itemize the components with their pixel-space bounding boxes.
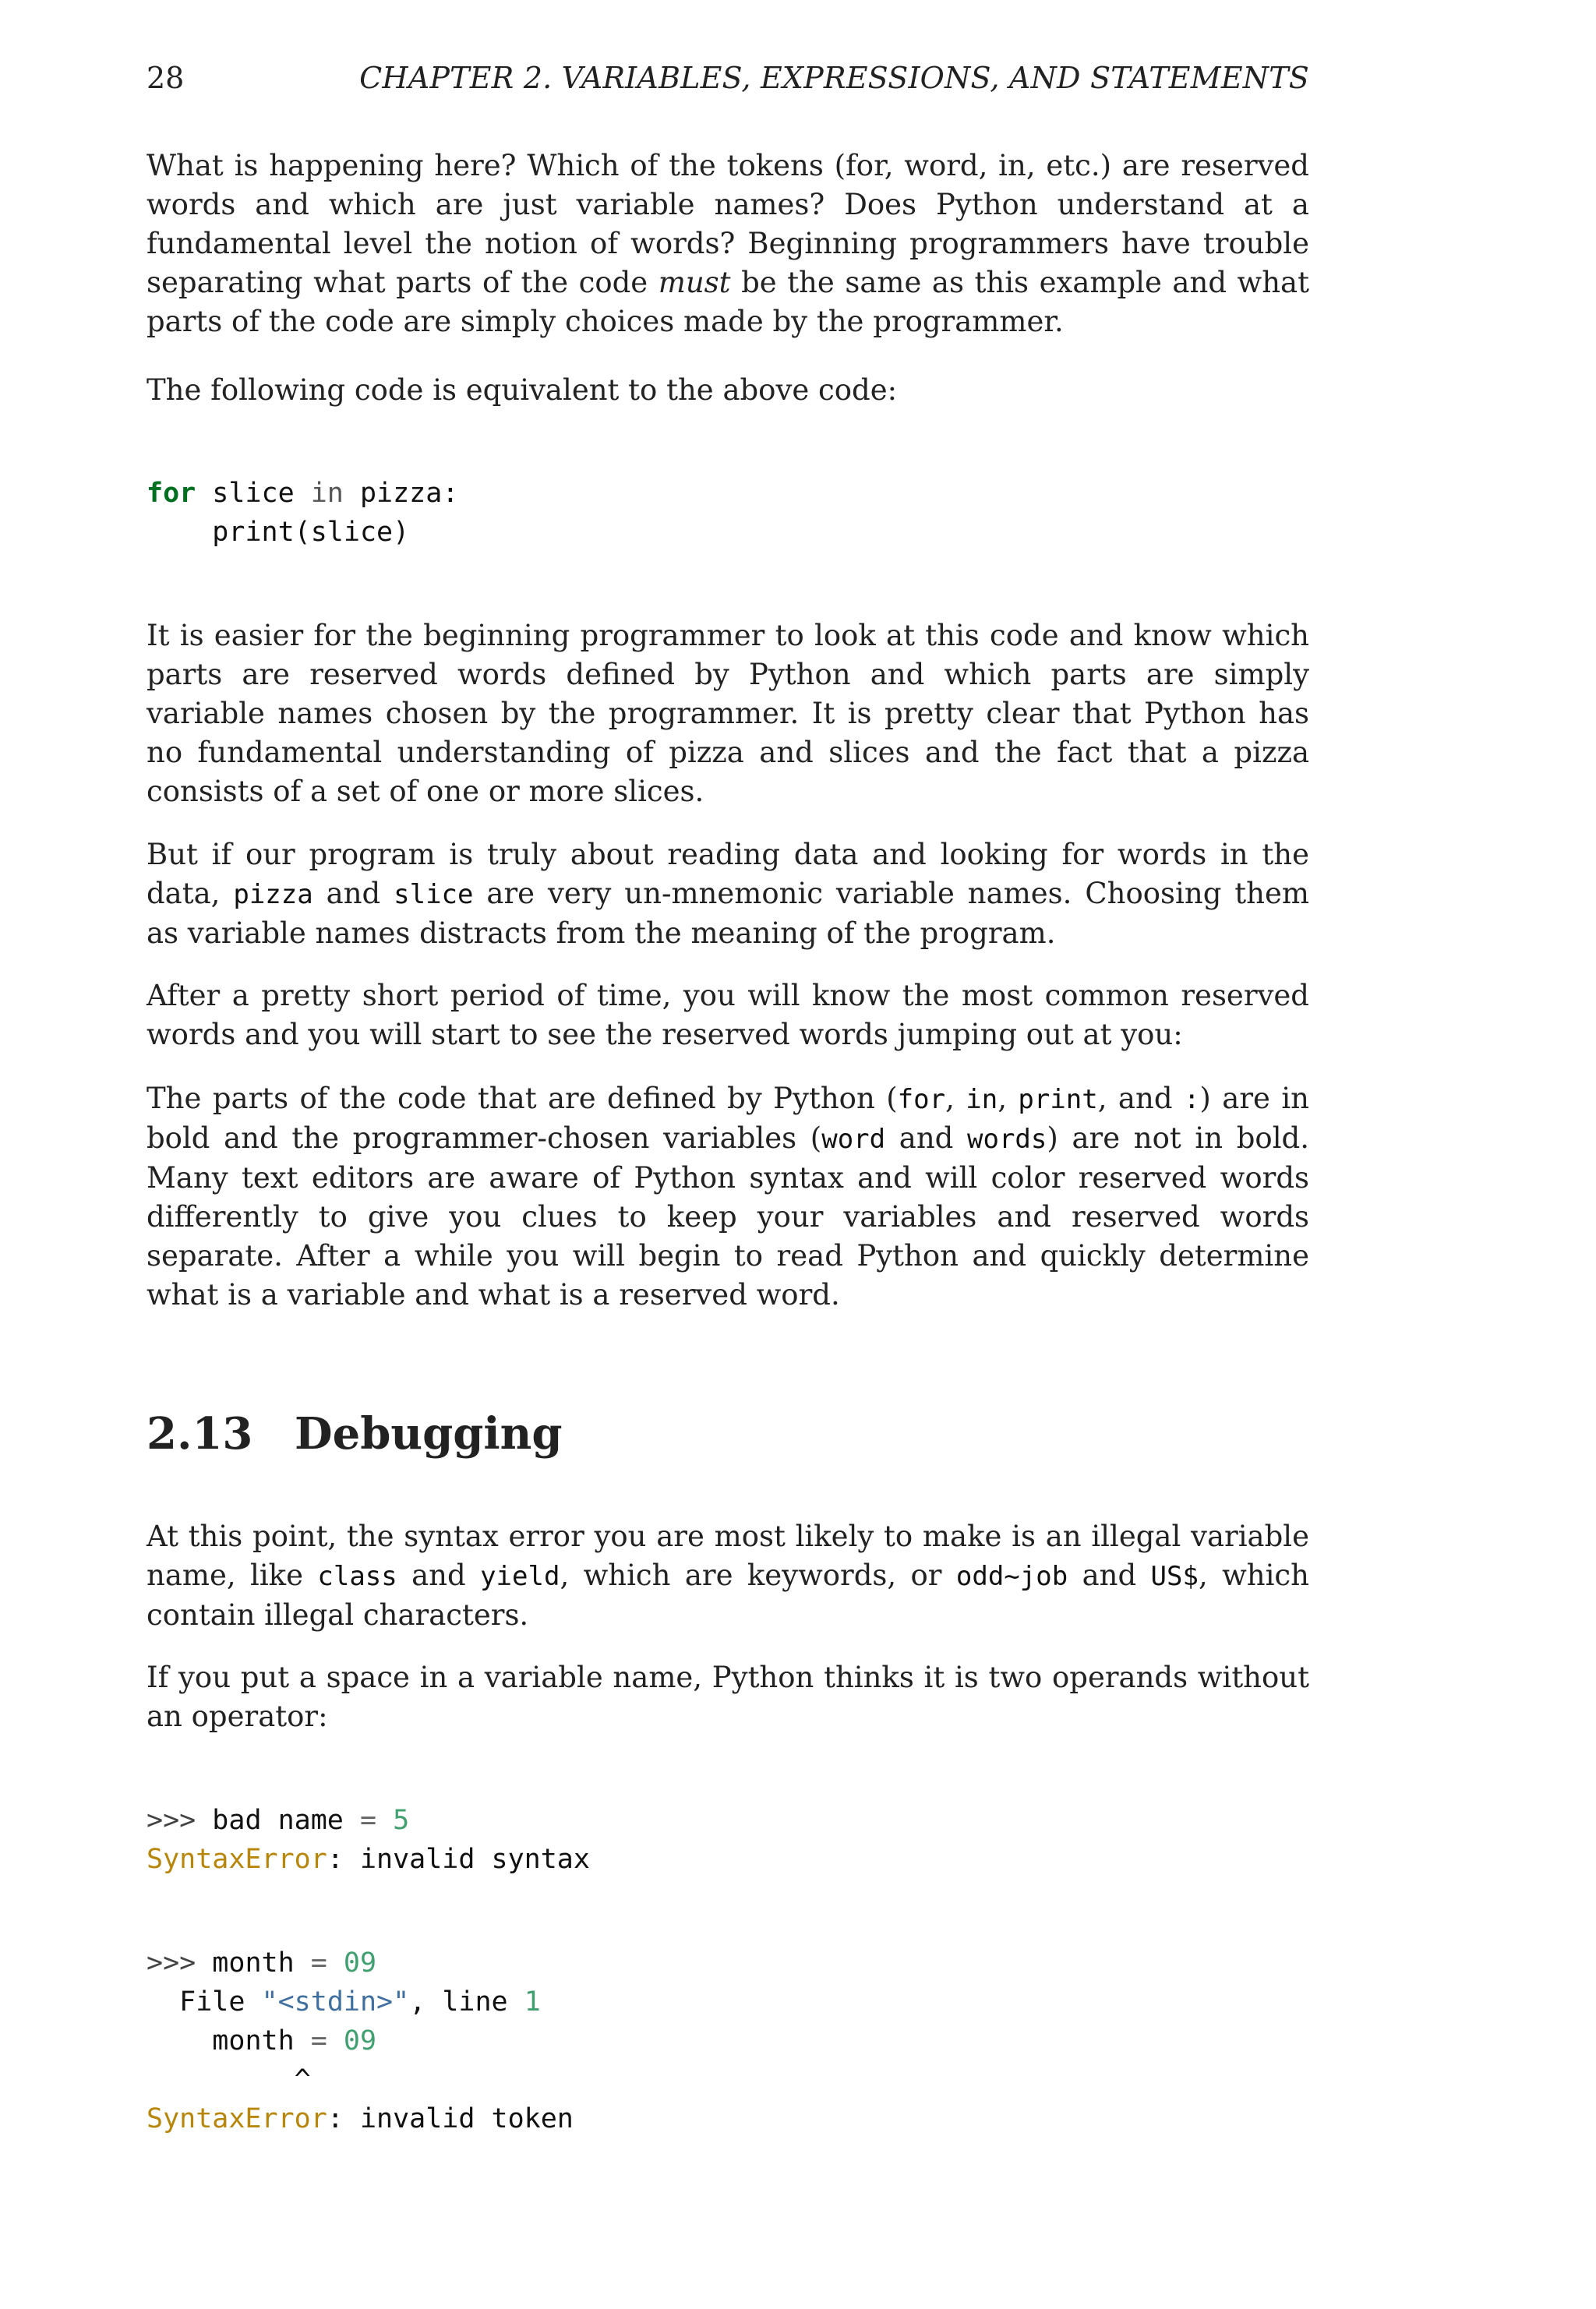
paragraph-easier: It is easier for the beginning programmer to look at this code and know which parts are reserved words defined by Python and which parts are simply variable names chosen by the programmer. It is pretty clear that Python has no fundamental understanding of pizza and slices and the fact that a pizza consists of a set of one or more slices. [147, 619, 1309, 808]
inline-code: print [1018, 1084, 1098, 1115]
paragraph-text: The parts of the code that are defined by Python ( [147, 1082, 898, 1115]
inline-code: : [1183, 1084, 1200, 1115]
paragraph-equivalent-code: The following code is equivalent to the above code: [147, 373, 898, 407]
code-variable: bad name [212, 1805, 344, 1836]
code-indent [147, 517, 212, 548]
code-number: 09 [343, 2025, 377, 2057]
inline-code: words [967, 1124, 1047, 1155]
inline-code: in [966, 1084, 998, 1115]
inline-code: US$ [1150, 1561, 1199, 1592]
code-text: , line [409, 1986, 508, 2018]
code-prompt: >>> [147, 1947, 196, 1979]
code-variable: pizza [359, 478, 443, 509]
paragraph-space-in-name: If you put a space in a variable name, Python thinks it is two operands without an operator: [147, 1661, 1309, 1733]
section-title: Debugging [295, 1408, 563, 1460]
code-caret-line: ^ [147, 2064, 311, 2095]
code-number: 1 [524, 1986, 541, 2018]
inline-code: class [317, 1561, 397, 1592]
code-block-bad-name [147, 1801, 590, 1879]
paragraph-bold-parts [147, 1079, 1309, 1315]
paragraph-text: be the same as this example and what parts of the code are simply choices made by the programmer. [147, 266, 1309, 338]
chapter-title: CHAPTER 2. VARIABLES, EXPRESSIONS, AND STATEMENTS [359, 61, 1309, 95]
section-number: 2.13 [147, 1408, 253, 1460]
page-number: 28 [147, 61, 185, 95]
code-number: 09 [343, 1947, 377, 1979]
paragraph-text: , which are keywords, or [560, 1559, 956, 1592]
section-heading [147, 1403, 563, 1465]
paragraph-text: , and [1097, 1082, 1184, 1115]
paragraph-un-mnemonic [147, 835, 1309, 953]
code-indent [147, 1986, 179, 2018]
code-print-statement: print(slice) [212, 517, 410, 548]
inline-code: word [821, 1124, 886, 1155]
paragraph-text: and [326, 877, 381, 910]
code-variable: month [212, 1947, 295, 1979]
paragraph-text: , which contain illegal characters. [147, 1559, 1309, 1632]
paragraph-text: ) are in bold and the programmer-chosen variables ( [147, 1082, 1310, 1155]
inline-code: odd~job [955, 1561, 1068, 1592]
code-number: 5 [393, 1805, 410, 1836]
paragraph-text: and [885, 1121, 968, 1155]
code-error-name: SyntaxError [147, 2103, 327, 2134]
code-file-label: File [179, 1986, 245, 2018]
inline-code: for [897, 1084, 946, 1115]
paragraph-syntax-error [147, 1517, 1309, 1635]
code-keyword: in [310, 478, 344, 509]
paragraph-reserved-words: After a pretty short period of time, you will know the most common reserved words and you will start to see the reserved words jumping out at you: [147, 979, 1309, 1051]
paragraph-text: What is happening here? Which of the tokens (for, word, in, etc.) are reserved words and which are just variable names? Does Python understand at a fundamental level the notion of words? Beginning programmers have trouble separating what parts of the code [147, 149, 1309, 299]
code-keyword: for [147, 478, 196, 509]
paragraph-text: are very un-mnemonic variable names. Choosing them as variable names distracts from the meaning of the program. [147, 877, 1309, 950]
paragraph-text: At this point, the syntax error you are most likely to make is an illegal variable name, like [147, 1520, 1309, 1592]
code-prompt: >>> [147, 1805, 196, 1836]
code-block-pizza [147, 474, 458, 552]
code-indent [147, 2025, 212, 2057]
paragraph-text: , [945, 1082, 966, 1115]
paragraph-text: and [397, 1559, 481, 1592]
code-punctuation: : [442, 478, 459, 509]
code-string: "<stdin>" [261, 1986, 410, 2018]
code-operator: = [359, 1805, 377, 1836]
emphasis-must: must [658, 266, 731, 299]
code-operator: = [310, 2025, 327, 2057]
code-variable: slice [212, 478, 295, 509]
code-error-message: : invalid syntax [327, 1844, 590, 1875]
running-header [147, 55, 1309, 101]
paragraph-text: and [1068, 1559, 1151, 1592]
inline-code: slice [394, 879, 474, 910]
code-operator: = [310, 1947, 327, 1979]
inline-code: yield [480, 1561, 560, 1592]
code-block-month [147, 1944, 574, 2138]
paragraph-text: But if our program is truly about reading data and looking for words in the data, [147, 838, 1309, 910]
code-variable: month [212, 2025, 295, 2057]
code-error-name: SyntaxError [147, 1844, 327, 1875]
paragraph-text: , [998, 1082, 1019, 1115]
code-error-message: : invalid token [327, 2103, 574, 2134]
inline-code: pizza [233, 879, 313, 910]
paragraph-text: ) are not in bold. Many text editors are aware of Python syntax and will color reserved words differently to give you clues to keep your variables and reserved words separate. After a while you will begin to read Python and quickly determine what is a variable and what is a reserved word. [147, 1121, 1309, 1312]
paragraph-tokens-question [147, 147, 1309, 341]
